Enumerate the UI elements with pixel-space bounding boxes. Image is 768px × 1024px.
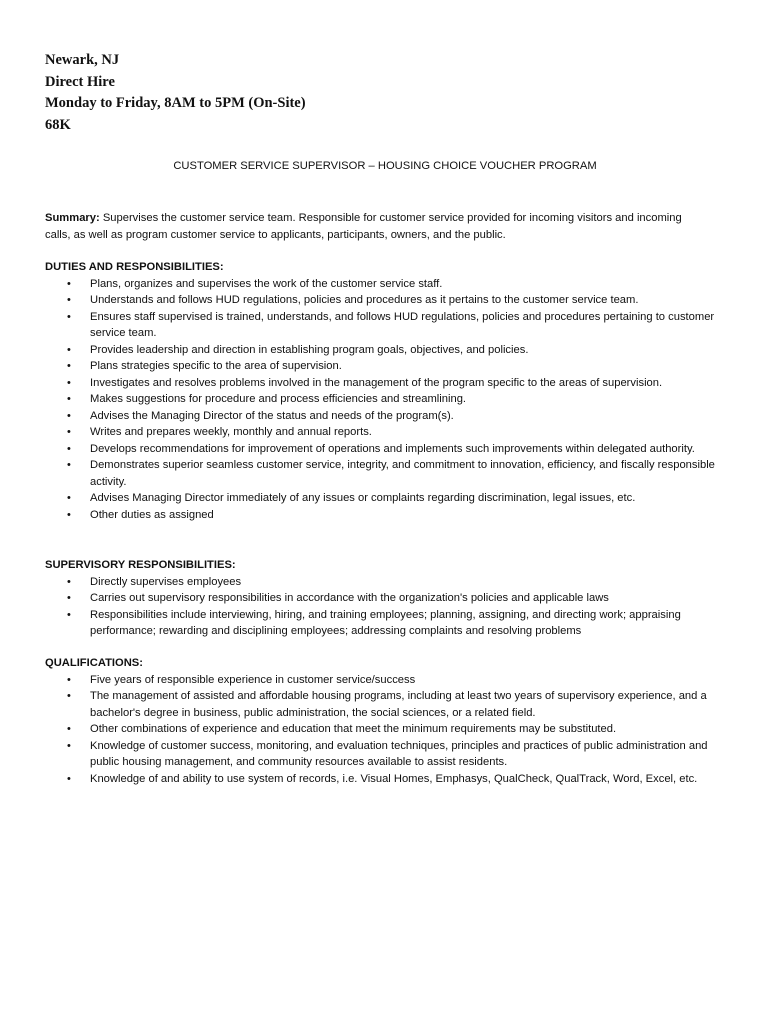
list-item-text: Advises Managing Director immediately of any issues or complaints regarding discrimination, legal issues, etc. [90, 492, 636, 504]
list-item-text: Plans, organizes and supervises the work of the customer service staff. [90, 277, 443, 290]
qualifications-heading: QUALIFICATIONS: [45, 657, 143, 669]
list-item [45, 292, 730, 309]
bullet-icon: • [67, 673, 71, 686]
list-item [45, 391, 730, 408]
list-item [45, 276, 730, 293]
summary-paragraph [45, 210, 705, 243]
bullet-icon: • [67, 508, 71, 521]
job-hire-type: Direct Hire [45, 73, 115, 90]
bullet-icon: • [67, 739, 71, 752]
bullet-icon: • [67, 409, 71, 422]
list-item-text: Knowledge of customer success, monitoring, and evaluation techniques, principles and practices of public administration and public housing management, and community resources available to assist residents. [90, 739, 708, 768]
list-item [45, 441, 730, 458]
list-item [45, 672, 730, 689]
list-item-text: Investigates and resolves problems involved in the management of the program specific to the areas of supervision. [90, 376, 663, 389]
bullet-icon: • [67, 690, 71, 702]
duties-heading: DUTIES AND RESPONSIBILITIES: [45, 261, 224, 273]
bullet-icon: • [67, 772, 71, 785]
list-item-text: The management of assisted and affordable housing programs, including at least two years of supervisory experience, and a bachelor's degree in business, public administration, the social sciences, or a related field. [90, 690, 707, 719]
list-item-text: Writes and prepares weekly, monthly and annual reports. [90, 426, 372, 438]
bullet-icon: • [67, 360, 71, 372]
bullet-icon: • [67, 393, 71, 405]
list-item [45, 688, 730, 721]
supervisory-list [45, 574, 725, 640]
list-item [45, 721, 730, 738]
list-item-text: Plans strategies specific to the area of supervision. [90, 360, 342, 372]
list-item-text: Knowledge of and ability to use system of records, i.e. Visual Homes, Emphasys, QualCheck, QualTrack, Word, Excel, etc. [90, 772, 698, 785]
summary-text: Supervises the customer service team. Responsible for customer service provided for incoming visitors and incoming calls, as well as program customer service to applicants, participants, owners, and the public. [45, 212, 682, 241]
list-item-text: Makes suggestions for procedure and process efficiencies and streamlining. [90, 393, 467, 405]
list-item-text: Five years of responsible experience in customer service/success [90, 673, 416, 686]
job-location: Newark, NJ [45, 52, 120, 68]
list-item-text: Carries out supervisory responsibilities in accordance with the organization's policies and applicable laws [90, 592, 609, 604]
duties-section [45, 259, 725, 523]
summary-label: Summary: [45, 212, 100, 224]
list-item [45, 771, 730, 788]
list-item-text: Provides leadership and direction in establishing program goals, objectives, and policies. [90, 343, 529, 356]
list-item [45, 590, 730, 607]
list-item-text: Understands and follows HUD regulations, policies and procedures as it pertains to the customer service team. [90, 294, 639, 306]
bullet-icon: • [67, 442, 71, 455]
bullet-icon: • [67, 376, 71, 389]
list-item [45, 607, 730, 640]
job-header [45, 50, 306, 136]
bullet-icon: • [67, 575, 71, 588]
bullet-icon: • [67, 426, 71, 438]
list-item [45, 424, 730, 441]
bullet-icon: • [67, 723, 71, 735]
list-item [45, 738, 730, 771]
qualifications-section [45, 655, 725, 787]
list-item [45, 309, 730, 342]
bullet-icon: • [67, 592, 71, 604]
job-schedule: Monday to Friday, 8AM to 5PM (On-Site) [45, 95, 306, 111]
list-item [45, 375, 730, 392]
list-item-text: Demonstrates superior seamless customer service, integrity, and commitment to innovation, efficiency, and fiscally responsible activity. [90, 459, 715, 488]
list-item [45, 457, 730, 490]
bullet-icon: • [67, 608, 71, 621]
list-item-text: Directly supervises employees [90, 575, 242, 588]
bullet-icon: • [67, 492, 71, 504]
job-salary: 68K [45, 116, 71, 133]
list-item-text: Other duties as assigned [90, 508, 214, 521]
bullet-icon: • [67, 343, 71, 356]
list-item-text: Develops recommendations for improvement of operations and implements such improvements within delegated authority. [90, 442, 695, 455]
supervisory-section [45, 557, 725, 640]
job-title: CUSTOMER SERVICE SUPERVISOR – HOUSING CHOICE VOUCHER PROGRAM [173, 160, 597, 172]
list-item-text: Ensures staff supervised is trained, understands, and follows HUD regulations, policies and procedures pertaining to customer service team. [90, 310, 715, 339]
list-item [45, 342, 730, 359]
list-item [45, 358, 730, 375]
bullet-icon: • [67, 294, 71, 306]
list-item-text: Advises the Managing Director of the status and needs of the program(s). [90, 409, 454, 422]
bullet-icon: • [67, 459, 71, 471]
list-item [45, 507, 730, 524]
qualifications-list [45, 672, 725, 788]
supervisory-heading: SUPERVISORY RESPONSIBILITIES: [45, 559, 236, 571]
duties-list [45, 276, 725, 524]
list-item [45, 574, 730, 591]
bullet-icon: • [67, 310, 71, 323]
list-item [45, 490, 730, 507]
list-item [45, 408, 730, 425]
list-item-text: Other combinations of experience and education that meet the minimum requirements may be substituted. [90, 723, 617, 735]
list-item-text: Responsibilities include interviewing, hiring, and training employees; planning, assigning, and directing work; appraising performance; rewarding and disciplining employees; addressing complaints and resolving problems [90, 608, 681, 637]
bullet-icon: • [67, 277, 71, 290]
